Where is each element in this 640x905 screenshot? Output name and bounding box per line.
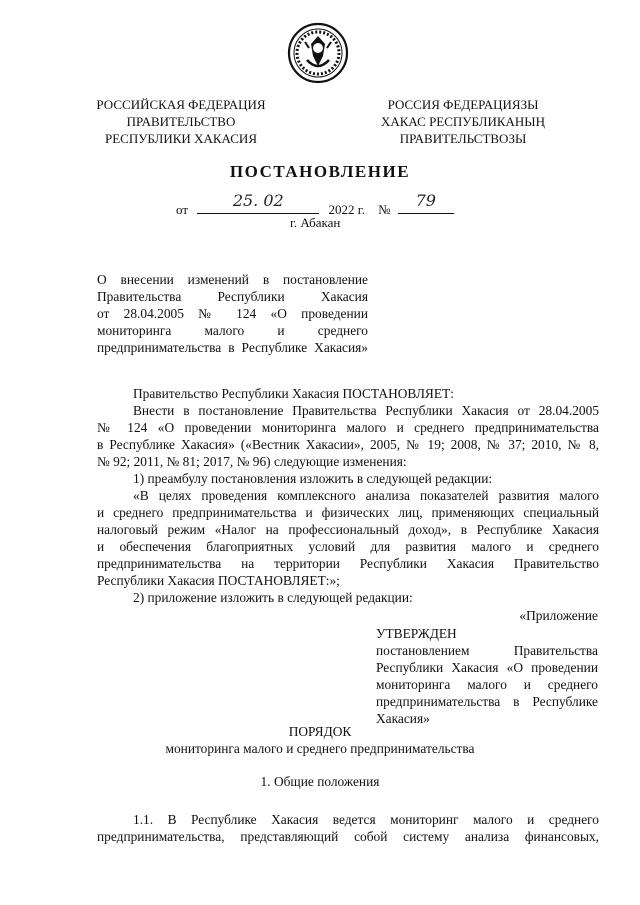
body-line: в Республике Хакасия» («Вестник Хакасии», 2005, № 19; 2008, № 37; 2010, № 8, <box>97 437 599 452</box>
header-right <box>368 96 558 147</box>
body-line: № 124 «О проведении мониторинга малого и среднего предпринимательства <box>97 420 599 435</box>
body-paragraph-1 <box>97 402 599 470</box>
handwritten-number: 79 <box>415 191 436 210</box>
header-left-line: РЕСПУБЛИКИ ХАКАСИЯ <box>104 131 257 146</box>
order-line: 1.1. В Республике Хакасия ведется мониторинг малого и среднего <box>133 812 599 827</box>
number-sign: № <box>378 202 391 217</box>
header-right-line: ХАКАС РЕСПУБЛИКАНЫҢ <box>380 114 546 129</box>
appendix-line: постановлением Правительства <box>376 643 598 658</box>
appendix-line: мониторинга малого и среднего <box>376 677 598 692</box>
body-line: Внести в постановление Правительства Республики Хакасия от 28.04.2005 <box>133 403 599 418</box>
header-left <box>86 96 276 147</box>
number-field <box>398 191 454 214</box>
appendix-line: Хакасия» <box>376 711 430 726</box>
subject-line: предпринимательства в Республике Хакасия» <box>97 340 368 355</box>
body-line: Республики Хакасия ПОСТАНОВЛЯЕТ:»; <box>97 573 340 588</box>
header-right-line: ПРАВИТЕЛЬСТВОЗЫ <box>399 131 527 146</box>
body-line: и среднего предпринимательства и физических лиц, применяющих специальный <box>97 505 599 520</box>
header-left-line: ПРАВИТЕЛЬСТВО <box>126 114 236 129</box>
appendix-line: Республики Хакасия «О проведении <box>376 660 598 675</box>
body-paragraph-preamble <box>97 487 599 589</box>
date-field <box>197 191 319 214</box>
header-left-line: РОССИЙСКАЯ ФЕДЕРАЦИЯ <box>96 97 266 112</box>
subject-line: Правительства Республики Хакасия <box>97 289 368 304</box>
subject-block <box>97 271 368 356</box>
body-line: «В целях проведения комплексного анализа показателей развития малого <box>133 488 599 503</box>
body-line: № 92; 2011, № 81; 2017, № 96) следующие изменения: <box>97 454 407 469</box>
body-line: Правительство Республики Хакасия ПОСТАНОВЛЯЕТ: <box>133 386 454 401</box>
order-title: ПОРЯДОК <box>288 724 352 739</box>
order-subtitle: мониторинга малого и среднего предпринимательства <box>165 741 475 756</box>
handwritten-date: 25. 02 <box>232 191 284 210</box>
body-line: 2) приложение изложить в следующей редакции: <box>133 590 413 605</box>
city-label: г. Абакан <box>290 215 341 230</box>
order-paragraph <box>97 811 599 845</box>
body-line: 1) преамбулу постановления изложить в следующей редакции: <box>133 471 493 486</box>
body-line: предпринимательства на территории Республики Хакасия Правительство <box>97 556 599 571</box>
appendix-block <box>376 642 598 727</box>
document-title: ПОСТАНОВЛЕНИЕ <box>229 162 411 181</box>
header-right-line: РОССИЯ ФЕДЕРАЦИЯЗЫ <box>387 97 539 112</box>
appendix-label: «Приложение <box>519 608 598 623</box>
date-prefix: от <box>176 202 189 217</box>
approved-label: УТВЕРЖДЕН <box>376 626 457 641</box>
body-line: и обеспечения благоприятных условий для развития малого и среднего <box>97 539 599 554</box>
section-heading: 1. Общие положения <box>260 774 380 789</box>
order-line: предпринимательства, представляющий собой систему анализа финансовых, <box>97 829 599 844</box>
subject-line: мониторинга малого и среднего <box>97 323 368 338</box>
subject-line: О внесении изменений в постановление <box>97 272 368 287</box>
appendix-line: предпринимательства в Республике <box>376 694 598 709</box>
year-label: 2022 г. <box>328 202 365 217</box>
coat-of-arms-emblem <box>287 22 349 84</box>
subject-line: от 28.04.2005 № 124 «О проведении <box>97 306 368 321</box>
body-line: налоговый режим «Налог на профессиональный доход», в Республике Хакасия <box>97 522 599 537</box>
